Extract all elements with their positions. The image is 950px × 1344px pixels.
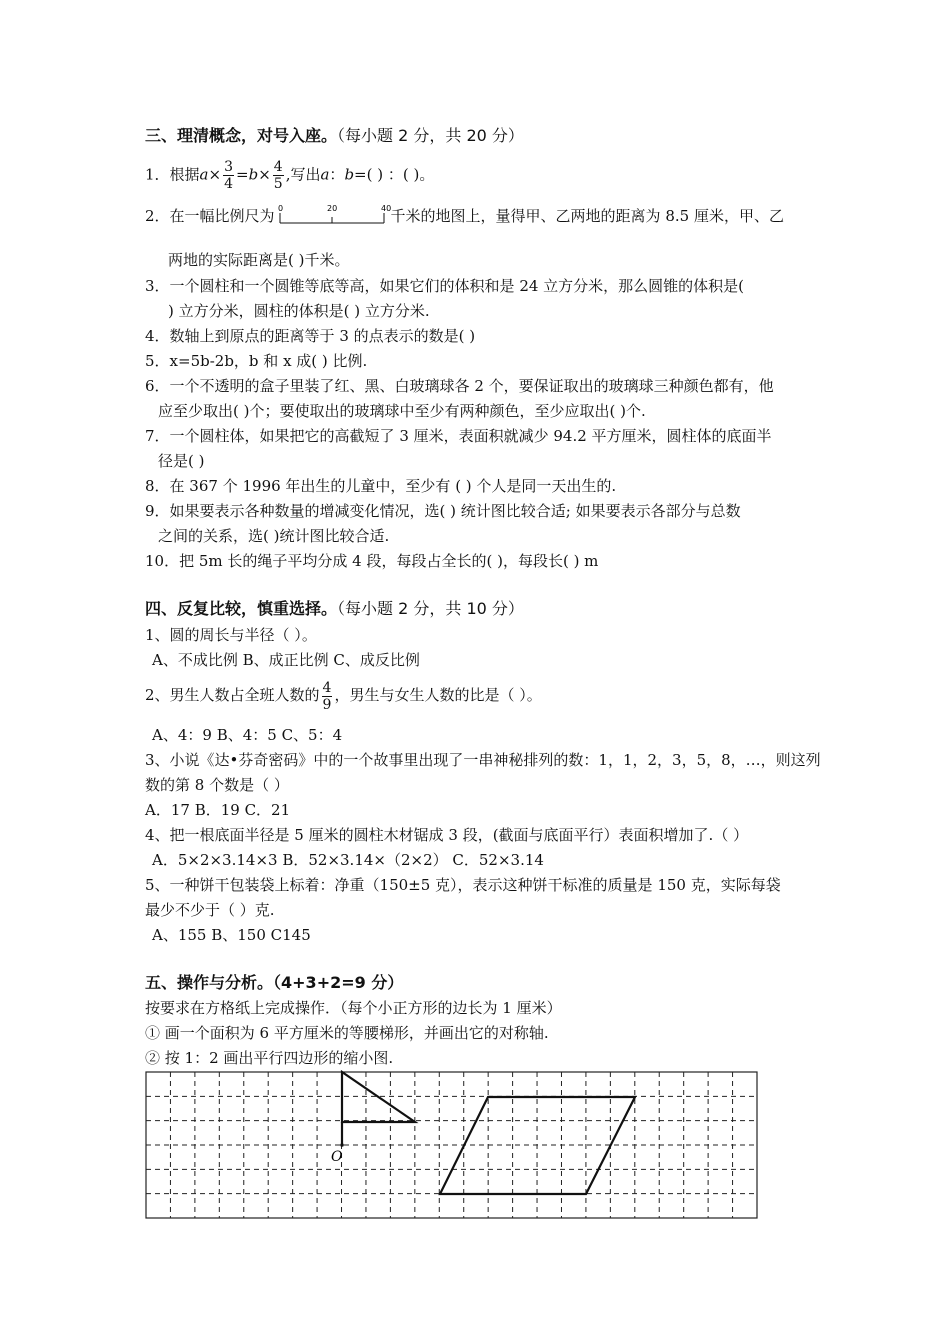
s3-q6-line2: 应至少取出( )个；要使取出的玻璃球中至少有两种颜色，至少应取出( )个. <box>158 402 646 420</box>
s4-q5-options: A、155 B、150 C145 <box>152 926 311 944</box>
s5-intro: 按要求在方格纸上完成操作．（每个小正方形的边长为 1 厘米） <box>145 999 562 1017</box>
s3-q1-f1-den: 4 <box>224 176 233 192</box>
s4-q3-line2: 数的第 8 个数是（ ） <box>145 776 289 794</box>
s4-q2-suffix: ，男生与女生人数的比是（ ）。 <box>334 686 542 704</box>
s3-q1 <box>145 159 434 192</box>
scale-bar <box>277 204 389 226</box>
s3-q8: 8．在 367 个 1996 年出生的儿童中，至少有 ( ) 个人是同一天出生的. <box>145 477 617 495</box>
s5-task1: ① 画一个面积为 6 平方厘米的等腰梯形，并画出它的对称轴. <box>145 1024 549 1042</box>
s3-q1-f1-num: 3 <box>224 159 233 175</box>
s4-q3-options: A．17 B．19 C．21 <box>145 801 291 819</box>
s4-q2-f-num: 4 <box>322 679 332 696</box>
section3-note: （每小题 2 分，共 20 分） <box>337 126 524 145</box>
s3-q1-b: b <box>248 165 259 184</box>
s3-q7-line2: 径是( ) <box>158 452 205 470</box>
s3-q6-line1: 6．一个不透明的盒子里装了红、黑、白玻璃球各 2 个，要保证取出的玻璃球三种颜色都有，他 <box>145 377 774 395</box>
s3-q1-eq: = <box>236 165 249 184</box>
s3-q9-line2: 之间的关系，选( )统计图比较合适. <box>158 527 390 545</box>
s3-q3-line1: 3．一个圆柱和一个圆锥等底等高，如果它们的体积和是 24 立方分米，那么圆锥的体积是( <box>145 277 745 295</box>
section3-heading <box>145 126 524 146</box>
section4-title: 四、反复比较，慎重选择。 <box>145 599 338 618</box>
s5-task2: ② 按 1：2 画出平行四边形的缩小图. <box>145 1049 394 1067</box>
s4-q2 <box>145 677 542 713</box>
s4-q4-options: A．5×2×3.14×3 B．52×3.14×（2×2） C．52×3.14 <box>152 851 544 869</box>
grid-paper <box>145 1071 758 1223</box>
scale-label-40: 40 <box>380 204 391 213</box>
section3-title: 三、理清概念，对号入座。 <box>145 126 338 145</box>
scale-label-20: 20 <box>326 204 337 213</box>
s3-q1-colon: ： <box>329 165 345 184</box>
s3-q7-line1: 7．一个圆柱体，如果把它的高截短了 3 厘米，表面积就减少 94.2 平方厘米，圆柱体的底面半 <box>145 427 772 445</box>
s4-q1-stem: 1、圆的周长与半径（ ）。 <box>145 626 317 644</box>
s3-q4: 4．数轴上到原点的距离等于 3 的点表示的数是( ) <box>145 327 476 345</box>
section5-heading <box>145 973 403 993</box>
section4-heading <box>145 599 524 619</box>
scale-label-0: 0 <box>277 204 283 213</box>
s3-q1-fraction2 <box>273 159 284 192</box>
s3-q9-line1: 9．如果要表示各种数量的增减变化情况，选( ) 统计图比较合适; 如果要表示各部分与总数 <box>145 502 741 520</box>
origin-point <box>340 1143 344 1147</box>
s3-q2 <box>145 204 784 226</box>
s3-q1-f2-num: 4 <box>273 159 283 175</box>
s3-q10: 10．把 5m 长的绳子平均分成 4 段，每段占全长的( )，每段长( ) m <box>145 552 599 570</box>
section4-note: （每小题 2 分，共 10 分） <box>337 599 524 618</box>
s4-q4-line1: 4、把一根底面半径是 5 厘米的圆柱木材锯成 3 段，(截面与底面平行）表面积增加了.（ ） <box>145 826 749 844</box>
s3-q1-f2-den: 5 <box>273 176 283 192</box>
s4-q2-options: A、4：9 B、4：5 C、5：4 <box>152 726 343 744</box>
scale-bar-graphic <box>277 204 389 226</box>
s3-q5: 5．x=5b-2b，b 和 x 成( ) 比例. <box>145 352 368 370</box>
s4-q2-fraction <box>322 680 333 713</box>
s4-q2-f-den: 9 <box>322 696 332 713</box>
section5-note: （4+3+2=9 分） <box>273 973 404 992</box>
s3-q1-a2: a <box>320 165 330 184</box>
s4-q2-prefix: 2、男生人数占全班人数的 <box>145 686 320 704</box>
s3-q2-suffix: 千米的地图上，量得甲、乙两地的距离为 8.5 厘米，甲、乙 <box>390 207 784 225</box>
section5-title: 五、操作与分析。 <box>145 973 274 992</box>
s3-q1-fraction1 <box>223 159 234 192</box>
grid-svg <box>145 1071 758 1219</box>
s3-q1-prefix: 1．根据 <box>145 165 200 184</box>
s3-q1-b2: b <box>344 165 355 184</box>
s4-q5-line1: 5、一种饼干包装袋上标着：净重（150±5 克），表示这种饼干标准的质量是 150 克，实际每袋 <box>145 876 781 894</box>
s4-q1-options: A、不成比例 B、成正比例 C、成反比例 <box>152 651 420 669</box>
grid-lines <box>146 1072 757 1218</box>
s3-q1-times2: × <box>258 165 271 184</box>
s3-q3-line2: ) 立方分米，圆柱的体积是( ) 立方分米. <box>168 302 430 320</box>
s3-q1-a: a <box>199 165 209 184</box>
s3-q1-times: × <box>208 165 222 184</box>
s3-q2-prefix: 2．在一幅比例尺为 <box>145 207 275 225</box>
s3-q1-tail: =( ) ：( )。 <box>354 165 435 184</box>
s4-q5-line2: 最少不少于（ ）克. <box>145 901 275 919</box>
origin-label: O <box>331 1149 343 1165</box>
s4-q3-line1: 3、小说《达•芬奇密码》中的一个故事里出现了一串神秘排列的数：1，1，2，3，5，8，…，则这列 <box>145 751 821 769</box>
s3-q1-mid: ,写出 <box>285 165 321 184</box>
s3-q2-line2: 两地的实际距离是( )千米。 <box>168 251 350 269</box>
right-triangle <box>342 1072 415 1122</box>
